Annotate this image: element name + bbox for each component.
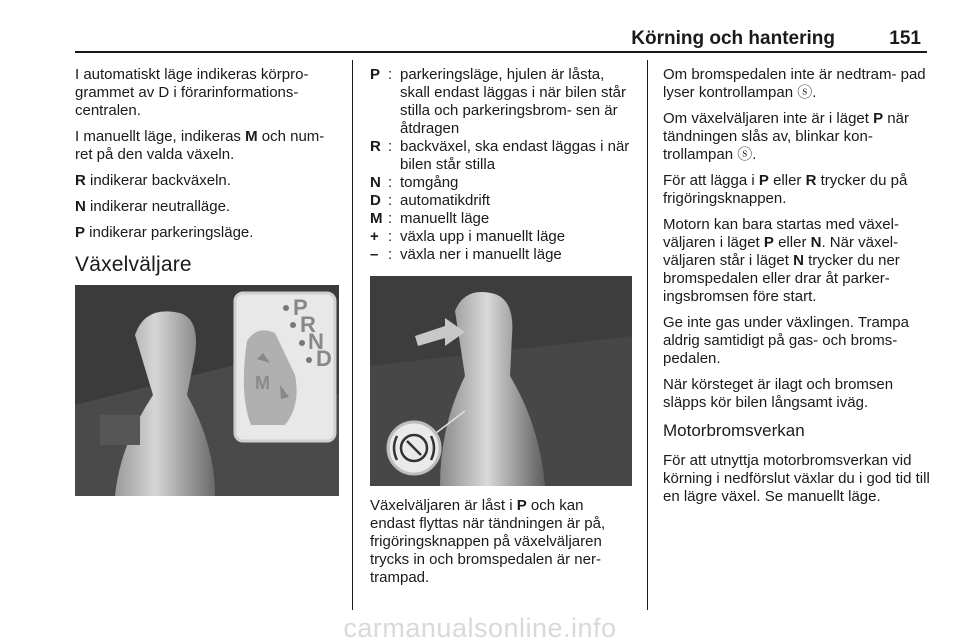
text: när tändningen slås av, blinkar kon- trollampan ⓢ. — [663, 110, 909, 163]
text: . När växel- väljaren står i läget — [663, 234, 899, 269]
bold-text: R — [805, 172, 817, 189]
legend-text: växla upp i manuellt läge — [400, 228, 566, 245]
legend-colon: : — [388, 192, 393, 209]
text: Växelväljaren är låst i — [370, 497, 517, 514]
shifter-release-drawing — [370, 276, 632, 486]
minus-icon: – — [370, 246, 379, 263]
legend-colon: : — [388, 138, 393, 155]
page-header — [75, 28, 925, 50]
column-2 — [370, 66, 635, 264]
page-number: 151 — [889, 28, 921, 49]
legend-text: manuellt läge — [400, 210, 490, 227]
paragraph-blinking — [663, 110, 933, 164]
bold-text: M — [245, 128, 258, 145]
paragraph-creep: När körsteget är ilagt och bromsen släpps kör bilen långsamt iväg. — [663, 376, 894, 411]
legend-text: tomgång — [400, 174, 459, 191]
paragraph-manual-mode — [75, 128, 345, 164]
text: indikerar parkeringsläge. — [85, 224, 254, 241]
text: Om växelväljaren inte är i läget — [663, 110, 874, 127]
paragraph-p — [75, 224, 345, 242]
figure-caption — [370, 497, 632, 587]
bold-text: R — [75, 172, 86, 189]
label-n: N — [308, 329, 324, 354]
paragraph-release — [663, 172, 933, 208]
release-button-illustration — [370, 276, 632, 486]
column-3 — [663, 66, 933, 514]
legend-row-n — [370, 174, 635, 192]
text: För att lägga i — [663, 172, 759, 189]
column-2-caption — [370, 497, 632, 595]
paragraph-engine-braking: För att utnyttja motorbromsverkan vid körning i nedförslut växlar du i god tid till en lägre växel. Se manuellt läge. — [663, 452, 930, 505]
paragraph-brake-light: Om bromspedalen inte är nedtram- pad lyser kontrollampan ⓢ. — [663, 66, 926, 101]
legend-colon: : — [388, 228, 393, 245]
legend-text: parkeringsläge, hjulen är låsta, skall endast läggas i när bilen står stilla och parkeringsbrom- sen är åtdragen — [400, 66, 626, 137]
paragraph-engine-start — [663, 216, 933, 306]
legend-key: P — [370, 66, 381, 83]
legend-colon: : — [388, 174, 393, 191]
legend-text: automatikdrift — [400, 192, 491, 209]
bold-text: P — [75, 224, 86, 241]
label-r: R — [300, 312, 316, 337]
gear-shifter-drawing — [75, 285, 339, 496]
column-1 — [75, 66, 345, 274]
text: trycker du ner bromspedalen eller drar åt parker- ingsbromsen före start. — [663, 252, 900, 305]
paragraph-n — [75, 198, 345, 216]
heading-gear-selector: Växelväljare — [75, 253, 192, 276]
text: eller — [768, 172, 806, 189]
text: eller — [773, 234, 811, 251]
text: och num- ret på den valda växeln. — [75, 128, 325, 163]
bold-text: N — [810, 234, 822, 251]
legend-key: N — [370, 174, 381, 191]
column-divider-2 — [647, 60, 648, 610]
text: indikerar neutralläge. — [85, 198, 231, 215]
text: indikerar backväxeln. — [85, 172, 231, 189]
label-m: M — [255, 373, 270, 393]
text: Motorn kan bara startas med växel- väljaren i läget — [663, 216, 899, 251]
legend-text: backväxel, ska endast läggas i när bilen står stilla — [400, 138, 630, 173]
legend-colon: : — [388, 246, 393, 263]
gear-selector-illustration — [75, 285, 339, 496]
column-divider-1 — [352, 60, 353, 610]
legend-row-r — [370, 138, 635, 174]
header-rule — [75, 51, 927, 53]
paragraph-no-gas: Ge inte gas under växlingen. Trampa aldrig samtidigt på gas- och broms- pedalen. — [663, 314, 909, 367]
legend-row-m — [370, 210, 635, 228]
section-title: Körning och hantering — [631, 28, 835, 49]
bold-text: N — [793, 252, 804, 269]
legend-colon: : — [388, 210, 393, 227]
legend-key: R — [370, 138, 381, 155]
bold-text: P — [873, 110, 884, 127]
bold-text: N — [75, 198, 86, 215]
gear-legend — [370, 66, 635, 264]
text: I manuellt läge, indikeras — [75, 128, 246, 145]
legend-row-p — [370, 66, 635, 138]
label-p: P — [293, 295, 308, 320]
legend-key: M — [370, 210, 383, 227]
legend-text: växla ner i manuellt läge — [400, 246, 562, 263]
bold-text: P — [758, 172, 769, 189]
text: och kan endast flyttas när tändningen är på, frigöringsknappen på växelväljaren trycks in och bromspedalen är ner- trampad. — [370, 497, 606, 586]
watermark: carmanualsonline.info — [343, 613, 617, 643]
heading-engine-braking: Motorbromsverkan — [663, 421, 805, 440]
plus-icon: + — [370, 228, 379, 245]
legend-row-d — [370, 192, 635, 210]
paragraph-r — [75, 172, 345, 190]
legend-colon: : — [388, 66, 393, 83]
label-d: D — [316, 346, 332, 371]
legend-row-minus — [370, 246, 635, 264]
bold-text: P — [763, 234, 774, 251]
legend-key: D — [370, 192, 381, 209]
paragraph-auto-mode: I automatiskt läge indikeras körpro- grammet av D i förarinformations- centralen. — [75, 66, 309, 119]
text: trycker du på frigöringsknappen. — [663, 172, 908, 207]
legend-row-plus — [370, 228, 635, 246]
bold-text: P — [516, 497, 527, 514]
